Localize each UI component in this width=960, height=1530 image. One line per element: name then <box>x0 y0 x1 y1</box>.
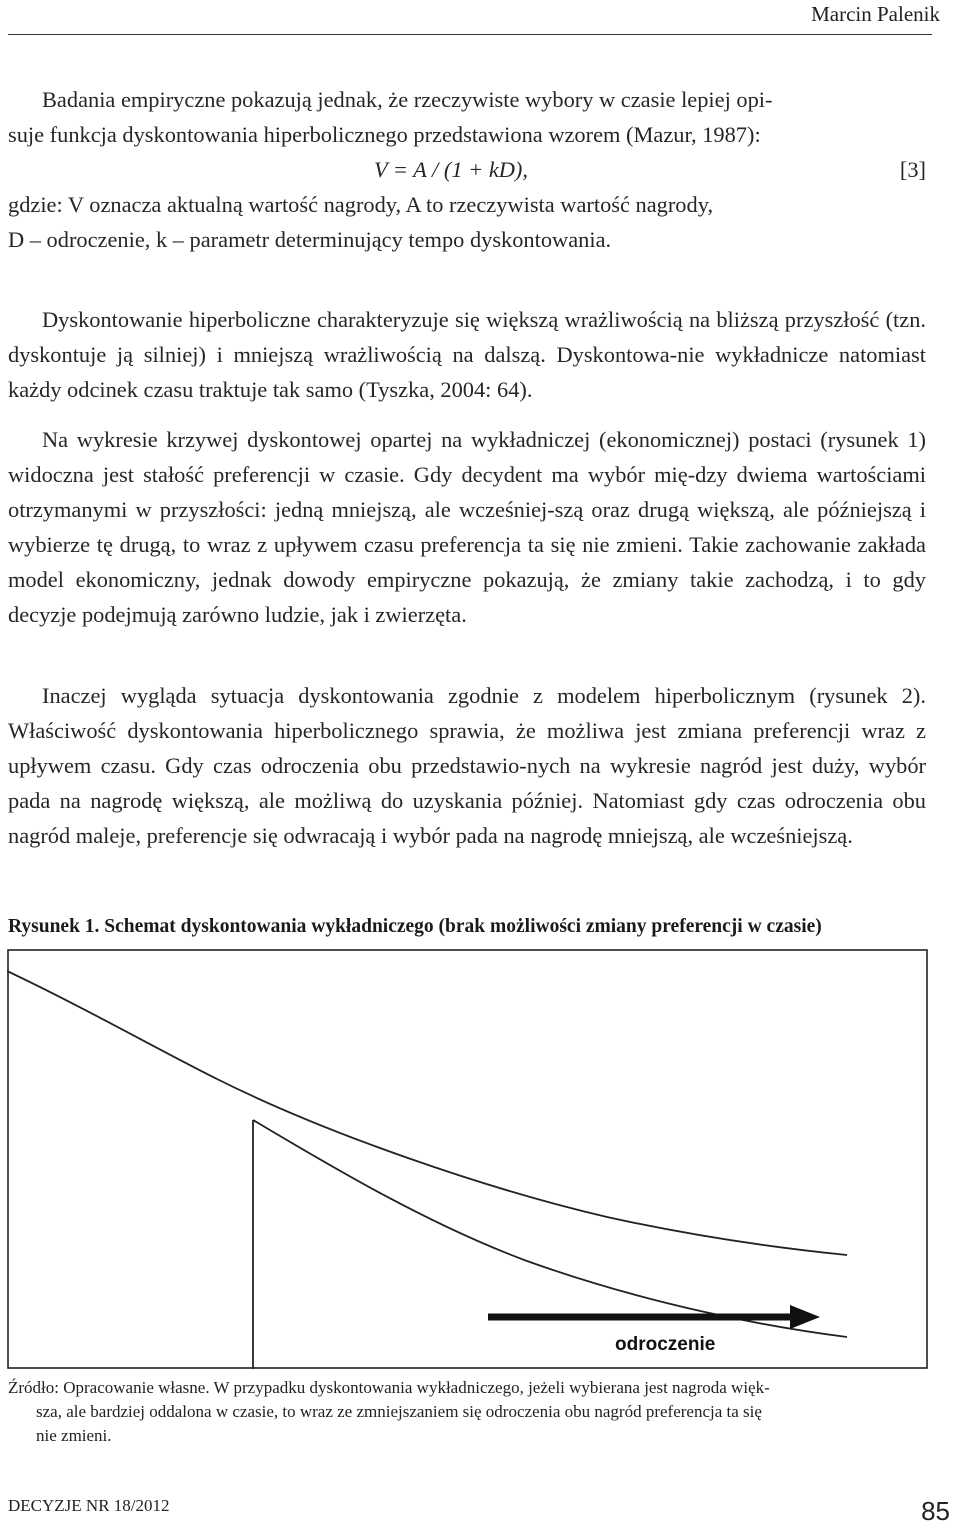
curve-smaller-sooner <box>253 1120 847 1337</box>
figure-caption: Rysunek 1. Schemat dyskontowania wykładniczego (brak możliwości zmiany preferencji w czasie) <box>8 916 822 937</box>
paragraph-3 <box>8 678 926 853</box>
formula-number: [3] <box>899 157 926 182</box>
intro-line-2: suje funkcja dyskontowania hiperbolicznego przedstawiona wzorem (Mazur, 1987): <box>8 122 761 147</box>
figure-source-note <box>8 1376 926 1448</box>
figure-frame <box>8 950 927 1368</box>
source-line-1: Źródło: Opracowanie własne. W przypadku dyskontowania wykładniczego, jeżeli wybierana jest nagroda więk- <box>8 1378 770 1397</box>
intro-line-1: Badania empiryczne pokazują jednak, że rzeczywiste wybory w czasie lepiej opi- <box>42 87 773 112</box>
curve-larger-later <box>7 971 847 1255</box>
formula-row <box>8 152 926 187</box>
paragraph-1 <box>8 302 926 407</box>
intro-block <box>8 82 926 257</box>
delay-arrow-label: odroczenie <box>615 1334 716 1355</box>
paragraph-2-text: Na wykresie krzywej dyskontowej opartej na wykładniczej (ekonomicznej) postaci (rysunek 1) widoczna jest stałość preferencji w czasie. Gdy decydent ma wybór mię-dzy dwiema wartościami otrzymanymi w przyszłości: jedną mniejszą, ale wcześniej-szą oraz drugą większą, ale późniejszą i wybierze tę drugą, to wraz z upływem czasu preferencja ta się nie zmieni. Takie zachowanie zakłada model ekonomiczny, jednak dowody empiryczne pokazują, że zmiany takie zachodzą, i to gdy decyzje podejmują zarówno ludzie, jak i zwierzęta. <box>8 427 926 627</box>
paragraph-2 <box>8 422 926 632</box>
footer-page-number: 85 <box>921 1496 950 1526</box>
source-line-3: nie zmieni. <box>36 1426 112 1445</box>
running-header-author: Marcin Palenik <box>811 2 940 26</box>
delay-arrow-head <box>790 1305 820 1329</box>
figure-exponential-discounting <box>7 949 928 1369</box>
paragraph-1-text: Dyskontowanie hiperboliczne charakteryzuje się większą wrażliwością na bliższą przyszłość (tzn. dyskontuje ją silniej) i mniejszą wrażliwością na dalszą. Dyskontowa-nie wykładnicze natomiast każdy odcinek czasu traktuje tak samo (Tyszka, 2004: 64). <box>8 307 926 402</box>
formula: V = A / (1 + kD), <box>374 157 528 182</box>
header-rule <box>8 34 932 35</box>
definitions-line-2: D – odroczenie, k – parametr determinujący tempo dyskontowania. <box>8 227 612 252</box>
paragraph-3-text: Inaczej wygląda sytuacja dyskontowania zgodnie z modelem hiperbolicznym (rysunek 2). Właściwość dyskontowania hiperbolicznego sprawia, że możliwa jest zmiana preferencji wraz z upływem czasu. Gdy czas odroczenia obu przedstawio-nych na wykresie nagród jest duży, wybór pada na nagrodę większą, ale możliwą do uzyskania później. Natomiast gdy czas odroczenia obu nagród maleje, preferencje się odwracają i wybór pada na nagrodę mniejszą, ale wcześniejszą. <box>8 683 926 848</box>
footer-journal: DECYZJE NR 18/2012 <box>8 1496 170 1515</box>
source-line-2: sza, ale bardziej oddalona w czasie, to wraz ze zmniejszaniem się odroczenia obu nagród preferencja ta się <box>36 1402 762 1421</box>
definitions-line-1: gdzie: V oznacza aktualną wartość nagrody, A to rzeczywista wartość nagrody, <box>8 192 714 217</box>
